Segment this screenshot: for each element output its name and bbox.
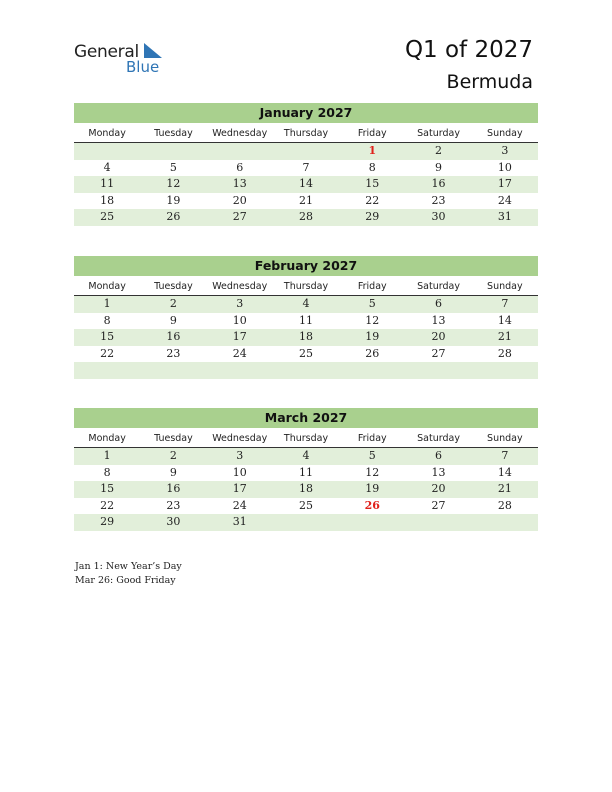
weekday-label: Thursday [283,128,329,139]
holiday-day-cell: 1 [368,144,377,157]
day-cell: 27 [431,498,446,512]
day-cell [140,143,206,160]
weekday-label: Tuesday [154,128,193,139]
day-cell: 29 [100,515,115,529]
day-cell: 9 [435,160,443,174]
day-cell: 18 [298,330,313,344]
day-cell: 4 [302,449,310,462]
day-cell: 4 [103,160,111,174]
day-cell: 9 [169,313,177,327]
logo-triangle-icon [142,43,164,59]
country-name: Bermuda [446,71,533,93]
day-cell: 30 [166,515,181,529]
day-cell: 13 [431,313,446,327]
week-row [74,329,538,346]
day-cell: 28 [497,498,512,512]
day-cell: 1 [103,449,111,462]
day-cell [273,143,339,160]
weekday-label: Wednesday [212,433,268,444]
day-cell [207,143,273,160]
day-cell: 21 [497,482,512,496]
brand-logo [74,42,174,78]
day-cell: 14 [298,177,313,191]
day-cell: 19 [166,193,181,207]
day-cell: 31 [232,515,247,529]
weekday-label: Wednesday [212,128,268,139]
day-cell: 14 [497,313,512,327]
day-cell: 12 [166,177,181,191]
weekday-label: Sunday [487,128,523,139]
day-cell: 15 [100,482,115,496]
weekday-label: Thursday [283,281,329,292]
day-cell: 20 [431,330,446,344]
day-cell: 13 [232,177,247,191]
day-cell: 23 [431,193,446,207]
day-cell: 23 [166,346,181,360]
day-cell: 18 [100,193,115,207]
day-cell: 2 [169,449,177,462]
week-row [74,346,538,363]
day-cell: 7 [501,297,509,310]
day-cell: 19 [365,330,380,344]
day-cell: 26 [166,210,181,224]
day-cell: 3 [501,144,509,157]
day-cell: 20 [431,482,446,496]
day-cell: 3 [236,449,244,462]
weekday-label: Friday [357,433,387,444]
day-cell [405,362,471,379]
day-cell: 27 [232,210,247,224]
day-cell: 6 [236,160,244,174]
week-row [74,514,538,531]
day-cell: 12 [365,313,380,327]
day-cell: 28 [497,346,512,360]
day-cell: 9 [169,465,177,479]
day-cell: 2 [169,297,177,310]
logo-word-general: General [74,42,139,62]
week-row [74,160,538,177]
day-cell: 5 [368,449,376,462]
weekday-label: Saturday [417,433,460,444]
day-cell: 16 [166,330,181,344]
day-cell: 4 [302,297,310,310]
day-cell [140,362,206,379]
weekday-label: Tuesday [154,433,193,444]
day-cell: 25 [298,346,313,360]
day-cell: 22 [365,193,380,207]
weekday-label: Friday [357,128,387,139]
day-cell [405,514,471,531]
day-cell: 24 [232,346,247,360]
day-cell: 15 [365,177,380,191]
day-cell: 24 [497,193,512,207]
day-cell [74,143,140,160]
day-cell [472,514,538,531]
week-row [74,465,538,482]
holiday-note: Mar 26: Good Friday [75,574,176,586]
week-row [74,296,538,313]
day-cell [339,362,405,379]
day-cell: 16 [166,482,181,496]
day-cell: 8 [368,160,376,174]
day-cell: 24 [232,498,247,512]
weekday-header-row [74,125,538,143]
day-cell: 10 [232,313,247,327]
day-cell: 8 [103,313,111,327]
day-cell: 12 [365,465,380,479]
weekday-label: Friday [357,281,387,292]
weekday-label: Sunday [487,281,523,292]
logo-word-blue: Blue [126,58,160,76]
day-cell: 8 [103,465,111,479]
day-cell: 14 [497,465,512,479]
day-cell: 17 [232,482,247,496]
day-cell: 3 [236,297,244,310]
day-cell: 20 [232,193,247,207]
month-calendar-january [74,103,538,226]
week-row [74,481,538,498]
day-cell: 10 [497,160,512,174]
day-cell: 26 [365,346,380,360]
day-cell: 15 [100,330,115,344]
weekday-label: Monday [88,128,126,139]
day-cell: 17 [232,330,247,344]
day-cell: 29 [365,210,380,224]
day-cell [472,362,538,379]
weekday-header-row [74,430,538,448]
day-cell: 25 [298,498,313,512]
holiday-day-cell: 26 [364,498,380,512]
week-row [74,193,538,210]
week-row [74,362,538,379]
weekday-label: Monday [88,281,126,292]
day-cell: 2 [435,144,443,157]
day-cell: 27 [431,346,446,360]
holiday-notes [75,560,182,587]
day-cell: 23 [166,498,181,512]
day-cell: 18 [298,482,313,496]
day-cell: 19 [365,482,380,496]
day-cell: 21 [497,330,512,344]
day-cell [273,362,339,379]
week-row [74,448,538,465]
day-cell: 17 [497,177,512,191]
day-cell [74,362,140,379]
week-row [74,176,538,193]
day-cell: 22 [100,498,115,512]
day-cell: 16 [431,177,446,191]
day-cell: 7 [302,160,310,174]
holiday-note: Jan 1: New Year’s Day [75,561,182,572]
week-row [74,313,538,330]
day-cell: 25 [100,210,115,224]
day-cell [273,514,339,531]
day-cell: 1 [103,297,111,310]
month-calendar-march [74,408,538,531]
day-cell: 6 [435,297,443,310]
weekday-header-row [74,278,538,296]
day-cell: 5 [169,160,177,174]
day-cell: 11 [100,177,115,191]
day-cell: 13 [431,465,446,479]
page-title: Q1 of 2027 [404,37,533,63]
day-cell: 31 [497,210,512,224]
day-cell: 7 [501,449,509,462]
day-cell [339,514,405,531]
weekday-label: Thursday [283,433,329,444]
month-title: March 2027 [74,408,538,428]
day-cell [207,362,273,379]
day-cell: 11 [298,313,313,327]
month-calendar-february [74,256,538,379]
month-title: February 2027 [74,256,538,276]
weekday-label: Saturday [417,281,460,292]
month-title: January 2027 [74,103,538,123]
day-cell: 30 [431,210,446,224]
day-cell: 11 [298,465,313,479]
weekday-label: Saturday [417,128,460,139]
day-cell: 6 [435,449,443,462]
day-cell: 21 [298,193,313,207]
day-cell: 28 [298,210,313,224]
day-cell: 10 [232,465,247,479]
day-cell: 22 [100,346,115,360]
day-cell: 5 [368,297,376,310]
week-row [74,143,538,160]
week-row [74,498,538,515]
week-row [74,209,538,226]
weekday-label: Monday [88,433,126,444]
weekday-label: Tuesday [154,281,193,292]
weekday-label: Sunday [487,433,523,444]
weekday-label: Wednesday [212,281,268,292]
